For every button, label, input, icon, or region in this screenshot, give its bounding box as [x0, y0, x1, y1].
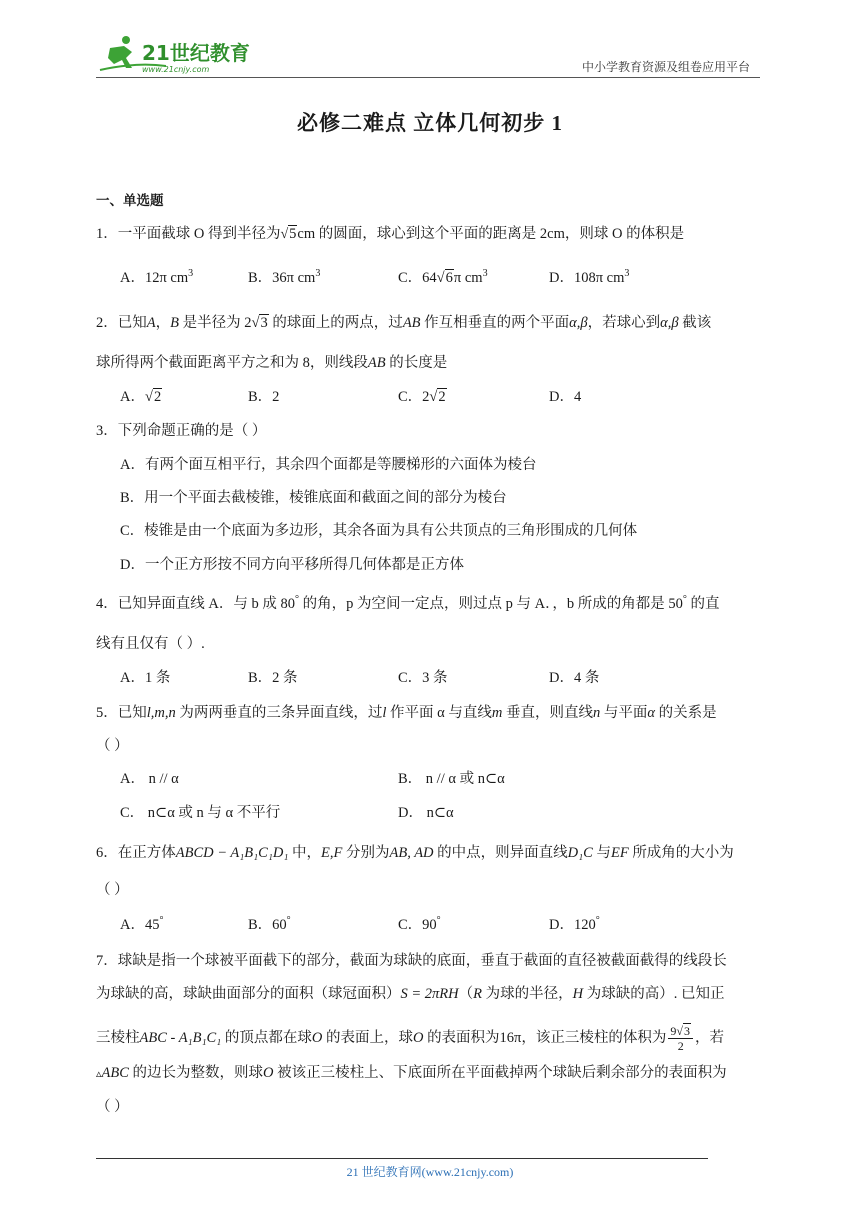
q5-option-c[interactable]: C． n⊂α 或 n 与 α 不平行: [120, 805, 281, 821]
page-header: [96, 30, 760, 80]
logo-text: 21世纪教育: [142, 41, 250, 65]
q5-option-b[interactable]: B． n // α 或 n⊂α: [398, 771, 505, 787]
question-2-line-1: 2．已知A，B 是半径为 2√3 的球面上的两点，过AB 作互相垂直的两个平面α,β，若球心到α,β 截该: [96, 315, 712, 331]
q2-option-a[interactable]: A．√2: [120, 389, 162, 405]
header-divider: [96, 77, 760, 78]
q1-option-c[interactable]: C．64√6π $cm^3$: [398, 268, 488, 286]
q3-option-a[interactable]: A．有两个面互相平行，其余四个面都是等腰梯形的六面体为棱台: [120, 457, 537, 473]
question-4-line-2: 线有且仅有（ ）.: [96, 636, 205, 652]
q5-option-a[interactable]: A． n // α: [120, 771, 179, 787]
question-2-line-2: 球所得两个截面距离平方之和为 8，则线段AB 的长度是: [96, 355, 448, 371]
question-5-line-1: 5．已知l,m,n 为两两垂直的三条异面直线，过l 作平面 α 与直线m 垂直，则直线n 与平面α 的关系是: [96, 705, 717, 721]
q2-option-c[interactable]: C．2√2: [398, 389, 446, 405]
footer-divider: [96, 1158, 708, 1159]
q6-option-d[interactable]: D．120°: [549, 915, 600, 933]
logo-url: www.21cnjy.com: [142, 65, 210, 74]
question-5-line-2: （ ）: [96, 738, 129, 754]
q6-option-b[interactable]: B．60°: [248, 915, 291, 933]
q1-option-b[interactable]: B．36π $cm^3$: [248, 268, 321, 286]
footer-link[interactable]: 21 世纪教育网(www.21cnjy.com): [346, 1165, 514, 1179]
question-7-line-3: 三棱柱ABC - A₁B₁C₁ 的顶点都在球O 的表面上，球O 的表面积为16π，该正三棱柱的体积为 $\frac{9√3}{2}$ ，若: [96, 1024, 724, 1054]
q2-option-d[interactable]: D．4: [549, 389, 582, 405]
question-7-line-4: ▵ABC 的边长为整数，则球O 被该正三棱柱上、下底面所在平面截掉两个球缺后剩余部分的表面积为: [96, 1065, 727, 1081]
q3-option-b[interactable]: B．用一个平面去截棱锥，棱锥底面和截面之间的部分为棱台: [120, 490, 507, 506]
q6-option-c[interactable]: C．90°: [398, 915, 441, 933]
question-6-line-1: 6．在正方体ABCD − A₁B₁C₁D₁ 中，E,F 分别为AB, AD 的中点，则异面直线D₁C 与EF 所成角的大小为: [96, 845, 734, 861]
question-7-line-1: 7．球缺是指一个球被平面截下的部分，截面为球缺的底面，垂直于截面的直径被截面截得的线段长: [96, 953, 727, 969]
question-7-line-5: （ ）: [96, 1099, 129, 1115]
q3-option-c[interactable]: C．棱锥是由一个底面为多边形，其余各面为具有公共顶点的三角形围成的几何体: [120, 523, 638, 539]
q5-option-d[interactable]: D． n⊂α: [398, 805, 454, 821]
page-title: 必修二难点 立体几何初步 1: [297, 111, 563, 135]
q1-text-c: cm 的圆面，球心到这个平面的距离是 2cm，则球 O 的体积是: [297, 226, 685, 242]
section-heading: 一、单选题: [96, 193, 164, 209]
platform-name: 中小学教育资源及组卷应用平台: [581, 60, 750, 74]
q4-option-c[interactable]: C．3 条: [398, 670, 448, 686]
q4-option-b[interactable]: B．2 条: [248, 670, 298, 686]
volume-fraction: $\frac{9√3}{2}$: [668, 1024, 693, 1053]
question-3: 3．下列命题正确的是（ ）: [96, 423, 267, 439]
q1-option-a[interactable]: A．12π $cm^3$: [120, 268, 194, 286]
q1-radicand: 5: [289, 226, 297, 242]
question-6-line-2: （ ）: [96, 882, 129, 898]
question-4-line-1: 4．已知异面直线 A．与 b 成 80° 的角，p 为空间一定点，则过点 p 与 A．，b 所成的角都是 50° 的直: [96, 594, 720, 612]
q1-option-d[interactable]: D．108π $cm^3$: [549, 268, 630, 286]
q4-option-d[interactable]: D．4 条: [549, 670, 600, 686]
q3-option-d[interactable]: D．一个正方形按不同方向平移所得几何体都是正方体: [120, 557, 464, 573]
site-logo[interactable]: [96, 34, 256, 76]
q2-option-b[interactable]: B．2: [248, 389, 280, 405]
q6-option-a[interactable]: A．45°: [120, 915, 164, 933]
q4-option-a[interactable]: A．1 条: [120, 670, 171, 686]
q1-text-a: 1．一平面截球 O 得到半径为: [96, 226, 281, 242]
logo-runner-icon: [96, 34, 256, 76]
question-1: 1．一平面截球 O 得到半径为√5cm 的圆面，球心到这个平面的距离是 2cm，则球 O 的体积是: [96, 226, 685, 242]
question-7-line-2: 为球缺的高，球缺曲面部分的面积（球冠面积）S = 2πRH（R 为球的半径，H 为球缺的高）. 已知正: [96, 986, 725, 1002]
